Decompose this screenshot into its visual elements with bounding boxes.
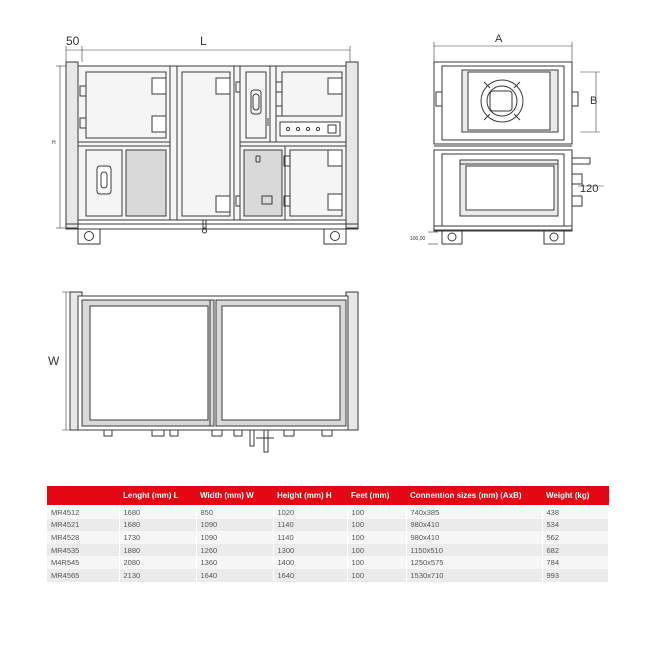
specifications-table — [47, 486, 609, 582]
top-view — [62, 292, 358, 452]
header-length: Lenght (mm) L — [119, 486, 196, 506]
table-row — [47, 506, 609, 519]
cell-weight: 993 — [542, 569, 609, 582]
dim-length-label: L — [200, 34, 207, 48]
table-header-row — [47, 486, 609, 506]
cell-connection: 1250x575 — [406, 556, 542, 569]
dim-height-b-label: B — [590, 95, 598, 107]
header-connection-sizes: Connention sizes (mm) (AxB) — [406, 486, 542, 506]
dim-offset-120-label: 120 — [580, 183, 599, 195]
dim-feet-label: 100,00 — [410, 236, 426, 242]
dim-offset-label: 50 — [66, 34, 80, 48]
cell-connection: 980x410 — [406, 531, 542, 544]
cell-weight: 438 — [542, 506, 609, 519]
cell-weight: 534 — [542, 519, 609, 532]
cell-model: MR4565 — [47, 569, 119, 582]
cell-length: 1880 — [119, 544, 196, 557]
header-width: Width (mm) W — [196, 486, 273, 506]
cell-feet: 100 — [347, 569, 406, 582]
dim-width-w-label: W — [48, 354, 60, 368]
cell-feet: 100 — [347, 544, 406, 557]
dim-height-label: H — [52, 140, 56, 146]
table-row — [47, 531, 609, 544]
cell-length: 1680 — [119, 519, 196, 532]
front-view — [56, 46, 358, 244]
cell-connection: 1150x510 — [406, 544, 542, 557]
cell-height: 1400 — [273, 556, 347, 569]
cell-width: 1640 — [196, 569, 273, 582]
table-row — [47, 556, 609, 569]
cell-height: 1140 — [273, 531, 347, 544]
table-row — [47, 569, 609, 582]
cell-length: 2080 — [119, 556, 196, 569]
cell-feet: 100 — [347, 519, 406, 532]
side-view — [428, 42, 604, 244]
cell-model: MR4535 — [47, 544, 119, 557]
cell-model: M4R545 — [47, 556, 119, 569]
header-model — [47, 486, 119, 506]
cell-width: 1090 — [196, 531, 273, 544]
cell-height: 1640 — [273, 569, 347, 582]
cell-model: MR4512 — [47, 506, 119, 519]
cell-width: 850 — [196, 506, 273, 519]
table-row — [47, 519, 609, 532]
cell-feet: 100 — [347, 506, 406, 519]
cell-feet: 100 — [347, 556, 406, 569]
cell-connection: 740x385 — [406, 506, 542, 519]
cell-weight: 784 — [542, 556, 609, 569]
cell-height: 1020 — [273, 506, 347, 519]
dim-width-a-label: A — [495, 33, 503, 45]
cell-length: 1680 — [119, 506, 196, 519]
cell-connection: 980x410 — [406, 519, 542, 532]
header-weight: Weight (kg) — [542, 486, 609, 506]
cell-length: 2130 — [119, 569, 196, 582]
cell-weight: 682 — [542, 544, 609, 557]
cell-weight: 562 — [542, 531, 609, 544]
cell-height: 1300 — [273, 544, 347, 557]
cell-model: MR4528 — [47, 531, 119, 544]
cell-width: 1360 — [196, 556, 273, 569]
cell-length: 1730 — [119, 531, 196, 544]
cell-feet: 100 — [347, 531, 406, 544]
header-feet: Feet (mm) — [347, 486, 406, 506]
cell-height: 1140 — [273, 519, 347, 532]
cell-model: MR4521 — [47, 519, 119, 532]
cell-width: 1090 — [196, 519, 273, 532]
table-row — [47, 544, 609, 557]
cell-connection: 1530x710 — [406, 569, 542, 582]
header-height: Height (mm) H — [273, 486, 347, 506]
cell-width: 1260 — [196, 544, 273, 557]
